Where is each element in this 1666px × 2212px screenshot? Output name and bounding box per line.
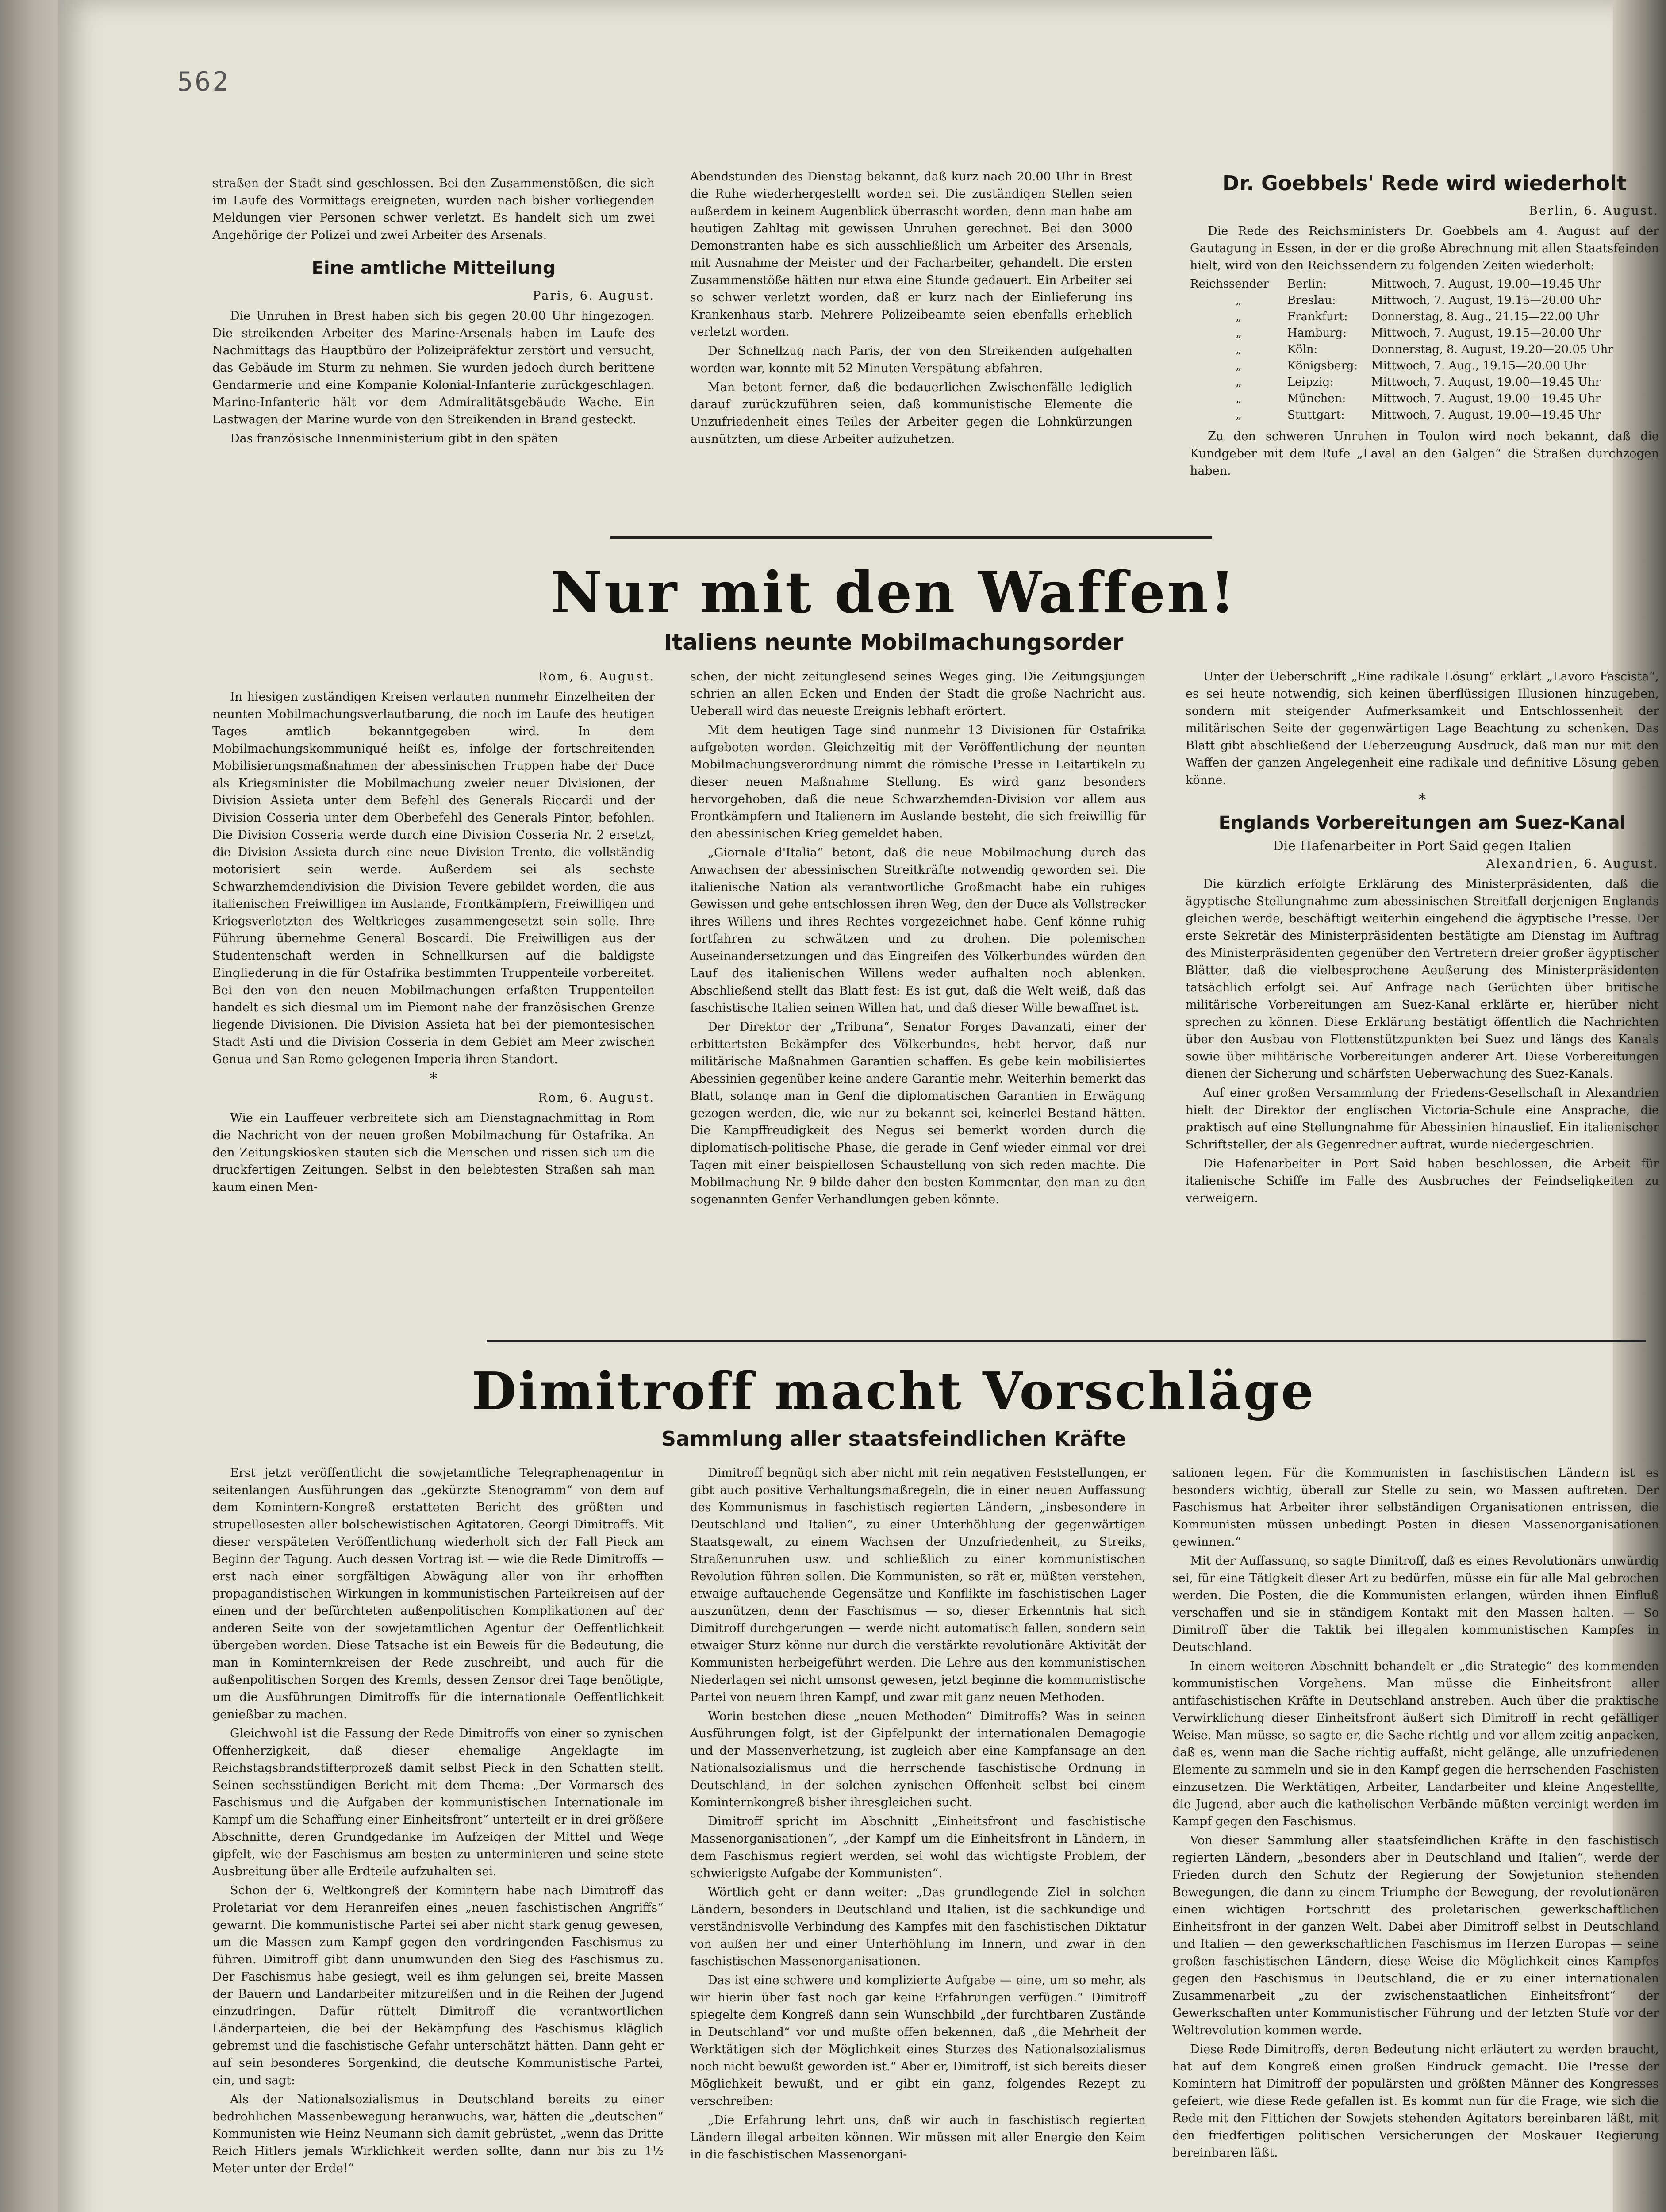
- schedule-row: [1190, 391, 1659, 407]
- article2-col2-text4: Wörtlich geht er dann weiter: „Das grundlegende Ziel in solchen Ländern, besonders in Deutschland und Italien, ist die sachkundige und verständnisvolle Verbindung des Kampfes mit den faschistischen Diktatur von außen her und einer Unterhöhlung im Innern, und zwar in den faschistischen Massenorganisationen.: [690, 1886, 1146, 1968]
- article2-col3-text4: Von dieser Sammlung aller staatsfeindlichen Kräfte in den faschistisch regierten Ländern, „besonders aber in Deutschland und Italien“, werde der Frieden durch den Schutz der Regierung der Sowjetunion stehenden Bewegungen, die dann zu einem Triumphe der Bewegung, der revolutionären einen wichtigen Fortschritt des proletarischen gewerkschaftlichen Einheitsfront in der ganzen Welt. Dabei aber Dimitroff selbst in Deutschland und Italien — den gewerkschaftlichen Faschismus im Herzen Europas — seine großen faschistischen Ländern, diese Weise die Möglichkeit eines Kampfes gegen den Faschismus in Deutschland, die er zu einer internationalen Zusammenarbeit „zu der zwischenstaatlichen Einheitsfront“ der Gewerkschaften unter Kommunistischer Führung und der letzten Stufe vor der Weltrevolution kommen werde.: [1172, 1834, 1659, 2037]
- article2-col-3: [1172, 1464, 1659, 2163]
- star-separator: *: [430, 1070, 438, 1087]
- article2-col2-text6: „Die Erfahrung lehrt uns, daß wir auch in faschistisch regierten Ländern illegal arbeiten können. Wir müssen mit aller Energie den Keim in die faschistischen Massenorgani-: [690, 2113, 1146, 2162]
- top-col2-text3: Man betont ferner, daß die bedauerlichen Zwischenfälle lediglich darauf zurückzuführen seien, daß kommunistische Elemente die Unzufriedenheit eines Teiles der Arbeiter gegen die Lohnkürzungen ausnützten, um diese Arbeiter aufzuhetzen.: [690, 380, 1132, 446]
- article1-col3-text3: Auf einer großen Versammlung der Friedens-Gesellschaft in Alexandrien hielt der Direktor der englischen Victoria-Schule eine Ansprache, die praktisch auf eine Stellungnahme für Abessinien hinauslief. Ein italienischer Schriftsteller, der als Gegenredner auftrat, wurde niedergeschrien.: [1186, 1086, 1659, 1152]
- article2-subhead: Sammlung aller staatsfeindlichen Kräfte: [661, 1427, 1126, 1451]
- article2-col-1: [212, 1464, 664, 2179]
- goebbels-heading: Dr. Goebbels' Rede wird wiederholt: [1222, 171, 1627, 195]
- article2-col-2: [690, 1464, 1146, 2165]
- schedule-time: Mittwoch, 7. August, 19.00—19.45 Uhr: [1371, 408, 1601, 422]
- article2-col3-text5: Diese Rede Dimitroffs, deren Bedeutung nicht erläutert zu werden braucht, hat auf dem Kongreß einen großen Eindruck gemacht. Die Presse der Komintern hat Dimitroff der populärsten und größten Männer des Kongresses gefeiert, wie diese Rede gefallen ist. Es kommt nun für die Frage, wie sich die Rede mit den Fittichen der Sowjets stehenden Agitators bereinbaren läßt, mit den friedfertigen politischen Versicherungen der Moskauer Regierung bereinbaren läßt.: [1172, 2043, 1659, 2160]
- top-col3-text2: Zu den schweren Unruhen in Toulon wird noch bekannt, daß die Kundgeber mit dem Rufe „Laval an den Galgen“ die Straßen durchzogen haben.: [1190, 430, 1659, 478]
- suez-heading: Englands Vorbereitungen am Suez-Kanal: [1218, 813, 1626, 833]
- schedule-row: [1190, 292, 1659, 309]
- article1-col-1: [212, 668, 655, 1198]
- divider-rule-2: [487, 1340, 1646, 1342]
- schedule-label: Reichssender: [1190, 277, 1269, 291]
- schedule-time: Mittwoch, 7. August, 19.00—19.45 Uhr: [1371, 376, 1601, 389]
- article1-col-3: [1186, 668, 1659, 1209]
- article2-headline: Dimitroff macht Vorschläge: [472, 1361, 1316, 1421]
- schedule-time: Mittwoch, 7. August, 19.15—20.00 Uhr: [1371, 326, 1601, 340]
- article2-col2-text2: Worin bestehen diese „neuen Methoden“ Dimitroffs? Was in seinen Ausführungen folgt, ist der Gipfelpunkt der internationalen Demagogie und der Massenverhetzung, ist zugleich aber eine Kampfansage an den Nationalsozialismus und die herrschende faschistische Ordnung in Deutschland, in der solchen zynischen Offenheit selbst bei einem Kominternkongreß bisher ihresgleichen sucht.: [690, 1709, 1146, 1809]
- article1-subhead: Italiens neunte Mobilmachungsorder: [664, 630, 1124, 655]
- article2-col3-text: sationen legen. Für die Kommunisten in faschistischen Ländern ist es besonders wichtig, überall zur Stelle zu sein, wo Massen auftreten. Der Faschismus hat Arbeiter ihrer selbständigen Organisationen entrissen, die Kommunisten müssen unbedingt Posten in diesen Massenorganisationen gewinnen.“: [1172, 1466, 1659, 1549]
- article2-col2-text3: Dimitroff spricht im Abschnitt „Einheitsfront und faschistische Massenorganisationen“, „der Kampf um die Einheitsfront in Ländern, in dem Faschismus regiert werden, sei wohl das wichtigste Problem, der schwierigste Aufgabe der Kommunisten“.: [690, 1815, 1146, 1880]
- article1-col3-text: Unter der Ueberschrift „Eine radikale Lösung“ erklärt „Lavoro Fascista“, es sei heute notwendig, sich keinen überflüssigen Illusionen hinzugeben, sondern mit steigender Aufmerksamkeit und Entschlossenheit der militärischen Seite der gegenwärtigen Lage Beachtung zu schenken. Das Blatt gibt abschließend der Ueberzeugung Ausdruck, daß man nur mit den Waffen der ganzen Angelegenheit eine radikale und definitive Lösung geben könne.: [1186, 670, 1659, 787]
- article1-col2-text: schen, der nicht zeitunglesend seines Weges ging. Die Zeitungsjungen schrien an allen Ecken und Enden der Stadt die große Nachricht aus. Ueberall wird das neueste Ereignis lebhaft erörtert.: [690, 670, 1146, 718]
- article1-col2-text3: „Giornale d'Italia“ betont, daß die neue Mobilmachung durch das Anwachsen der abessinischen Streitkräfte notwendig geworden sei. Die italienische Nation als verantwortliche Großmacht habe ein ruhiges Gewissen und gehe entschlossen ihren Weg, den der Duce als Vollstrecker ihres Willens und ihres Rechtes vorgezeichnet habe. Genf könne ruhig fortfahren zu schwätzen und zu drohen. Die polemischen Auseinandersetzungen und das Eingreifen des Völkerbundes würden den Lauf des italienischen Willens weder aufhalten noch ablenken. Abschließend stellt das Blatt fest: Es ist gut, daß die Welt weiß, daß das faschistische Italien seinen Willen hat, und daß dieser Wille bewaffnet ist.: [690, 846, 1146, 1015]
- schedule-row: [1190, 342, 1659, 358]
- schedule-label: „: [1236, 392, 1242, 405]
- schedule-label: „: [1236, 376, 1242, 389]
- broadcast-schedule: [1190, 276, 1659, 423]
- schedule-time: Mittwoch, 7. August, 19.15—20.00 Uhr: [1371, 294, 1601, 307]
- schedule-city: München:: [1287, 392, 1346, 405]
- schedule-city: Köln:: [1287, 343, 1318, 356]
- article2-col1-text2: Gleichwohl ist die Fassung der Rede Dimitroffs von einer so zynischen Offenherzigkeit, daß dieser ehemalige Angeklagte im Reichstagsbrandstifterprozeß damit selbst Pieck in den Schatten stellt. Seinen sechsstündigen Bericht mit dem Thema: „Der Vormarsch des Faschismus und die Aufgaben der kommunistischen Internationale im Kampf um die Schaffung einer Einheitsfront“ unterteilt er in drei größere Abschnitte, deren Grundgedanke im Aufzeigen der Mittel und Wege gipfelt, wie der Faschismus am besten zu unterminieren und seine stete Ausbreitung über alle Erdteile aufzuhalten sei.: [212, 1727, 664, 1878]
- article2-col3-text3: In einem weiteren Abschnitt behandelt er „die Strategie“ des kommenden kommunistischen Vorgehens. Man müsse die Einheitsfront aller antifaschistischen Kräfte in Deutschland anstreben. Auch über die praktische Verwirklichung dieser Einheitsfront äußert sich Dimitroff in recht gefälliger Weise. Man müsse, so sagte er, die Sache richtig und vor allem zeitig anpacken, daß es, wenn man die Sache richtig auffaßt, nicht gelänge, alle unzufriedenen Elemente zu sammeln und sie in den Kampf gegen die herrschenden Faschisten einzusetzen. Die Werktätigen, Arbeiter, Landarbeiter und kleine Angestellte, die Jugend, aber auch die katholischen Verbände müßten vereinigt werden im Kampf gegen den Faschismus.: [1172, 1659, 1659, 1828]
- article1-dateline-2: Rom, 6. August.: [538, 1091, 655, 1105]
- schedule-label: „: [1236, 294, 1242, 307]
- schedule-row: [1190, 325, 1659, 342]
- article1-dateline: Rom, 6. August.: [538, 670, 655, 684]
- schedule-city: Hamburg:: [1287, 326, 1347, 340]
- article1-col2-text4: Der Direktor der „Tribuna“, Senator Forges Davanzati, einer der erbittertsten Bekämpfer des Völkerbundes, hebt hervor, daß nur militärische Maßnahmen Garantien schaffen. Es gebe kein mobilisiertes Abessinien gegenüber keine andere Garantie mehr. Weiterhin bemerkt das Blatt, solange man in Genf die diplomatischen Garantien in Erwägung gezogen werden, die, wie nur zu bekannt sei, keinerlei Bestand hätten. Die Kampffreudigkeit des Negus sei bemerkt worden durch die diplomatisch-politische Phase, die gerade in Genf wieder einmal vor drei Tagen mit einer beispiellosen Schaustellung von sich reden machte. Die Mobilmachung Nr. 9 bilde daher den besten Kommentar, den man zu den sogenannten Genfer Verhandlungen geben könnte.: [690, 1020, 1146, 1206]
- top-col3-text: Die Rede des Reichsministers Dr. Goebbels am 4. August auf der Gautagung in Essen, in der er die große Abrechnung mit allen Staatsfeinden hielt, wird von den Reichssendern zu folgenden Zeiten wiederholt:: [1190, 224, 1659, 273]
- article1-col1-text2: Wie ein Lauffeuer verbreitete sich am Dienstagnachmittag in Rom die Nachricht von der neuen großen Mobilmachung für Ostafrika. An den Zeitungskiosken stauten sich die Menschen und rissen sich um die druckfertigen Zeitungen. Selbst in den belebtesten Straßen sah man kaum einen Men-: [212, 1111, 655, 1194]
- schedule-time: Donnerstag, 8. August, 19.20—20.05 Uhr: [1371, 343, 1613, 356]
- article1-col3-text4: Die Hafenarbeiter in Port Said haben beschlossen, die Arbeit für italienische Schiffe im Falle des Ausbruches der Feindseligkeiten zu verweigern.: [1186, 1157, 1659, 1205]
- top-col1-heading: Eine amtliche Mitteilung: [311, 258, 556, 278]
- schedule-city: Berlin:: [1287, 277, 1327, 291]
- top-col1-text3: Das französische Innenministerium gibt in den späten: [230, 432, 558, 445]
- schedule-label: „: [1236, 359, 1242, 373]
- article1-col1-text: In hiesigen zuständigen Kreisen verlauten nunmehr Einzelheiten der neunten Mobilmachungsverlautbarung, die noch im Laufe des heutigen Tages amtlich bekanntgegeben wird. In dem Mobilmachungskommuniqué heißt es, infolge der fortschreitenden Mobilisierungsmaßnahmen der abessinischen Truppen habe der Duce als Kriegsminister die Mobilmachung zweier neuer Divisionen, der Division Assieta unter dem Befehl des Generals Riccardi und der Division Cosseria unter dem Oberbefehl des Generals Pintor, befohlen. Die Division Cosseria werde durch eine Division Cosseria Nr. 2 ersetzt, die Division Assieta durch eine neue Division Trento, die vollständig motorisiert sein werde. Außerdem sei als sechste Schwarzhemdendivision die Division Tevere gebildet worden, die aus italienischen Freiwilligen im Auslande, Frontkämpfern, Freiwilligen und Kriegsverletzten des Weltkrieges zusammengesetzt sein solle. Ihre Führung übernehme General Boscardi. Die Freiwilligen aus der Studentenschaft werden in Schnellkursen auf die baldigste Eingliederung in die für Ostafrika bestimmten Truppenteile vorbereitet. Bei den von den neuen Mobilmachungen erfaßten Truppenteilen handelt es sich diesmal um im Piemont nahe der französischen Grenze liegende Divisionen. Die Division Assieta hat bei der piemontesischen Stadt Asti und die Division Cosseria in dem Gebiet am Meer zwischen Genua und San Remo gelegenen Imperia ihren Standort.: [212, 690, 655, 1066]
- top-col-3: [1190, 170, 1659, 481]
- schedule-time: Donnerstag, 8. Aug., 21.15—22.00 Uhr: [1371, 310, 1599, 323]
- top-col3-dateline: Berlin, 6. August.: [1529, 204, 1659, 218]
- article1-col3-text2: Die kürzlich erfolgte Erklärung des Ministerpräsidenten, daß die ägyptische Stellungnahme zum abessinischen Streitfall derjenigen Englands gleichen werde, beschäftigt weiterhin eingehend die ägyptische Presse. Der erste Sekretär des Ministerpräsidenten bestätigte am Dienstag im Auftrag des Ministerpräsidenten gegenüber den Vertretern dreier großer ägyptischer Blätter, daß die vielbesprochene Aeußerung des Ministerpräsidenten tatsächlich erfolgt sei. Auf Anfrage nach Gerüchten über britische militärische Vorbereitungen am Suez-Kanal erklärte er, hierüber nicht sprechen zu können. Diese Erklärung bestätigt öffentlich die Nachrichten über den Ausbau von Flottenstützpunkten bei Suez und längs des Kanals sowie über militärische Vorbereitungen anderer Art. Diese Vorbereitungen dienen der Sicherung und schärfsten Ueberwachung des Suez-Kanals.: [1186, 877, 1659, 1081]
- schedule-label: „: [1236, 343, 1242, 356]
- schedule-city: Königsberg:: [1287, 359, 1358, 373]
- page-number: 562: [177, 66, 230, 97]
- schedule-row: [1190, 309, 1659, 325]
- article2-col2-text5: Das ist eine schwere und komplizierte Aufgabe — eine, um so mehr, als wir hierin über fast noch gar keine Erfahrungen verfügen.“ Dimitroff spiegelte dem Kongreß dann sein Wunschbild „der furchtbaren Zustände in Deutschland“ vor und mußte offen bekennen, daß „die Mehrheit der Werktätigen sich der Möglichkeit eines Sturzes des Nationalsozialismus noch nicht bewußt geworden ist.“ Aber er, Dimitroff, ist sich bereits dieser Möglichkeit bewußt, und er gibt ein ganz, folgendes Rezept zu verschreiben:: [690, 1974, 1146, 2108]
- schedule-city: Stuttgart:: [1287, 408, 1345, 422]
- top-col2-text: Abendstunden des Dienstag bekannt, daß kurz nach 20.00 Uhr in Brest die Ruhe wiederhergestellt worden sei. Die zuständigen Stellen seien außerdem in keinem Augenblick überrascht worden, denn man habe am heutigen Zahltag mit gewissen Unruhen gerechnet. Bei den 3000 Demonstranten habe es sich ausschließlich um Arbeiter des Arsenals, mit Ausnahme der Meister und der Facharbeiter, gehandelt. Die ersten Zusammenstöße hätten nur etwa eine Stunde gedauert. Ein Arbeiter sei so schwer verletzt worden, daß er kurz nach der Einlieferung ins Krankenhaus starb. Mehrere Polizeibeamte seien ebenfalls erheblich verletzt worden.: [690, 170, 1132, 339]
- schedule-row: [1190, 407, 1659, 423]
- top-col1-dateline: Paris, 6. August.: [533, 289, 655, 303]
- article2-col2-text: Dimitroff begnügt sich aber nicht mit rein negativen Feststellungen, er gibt auch positive Verhaltungsmaßregeln, die in einer neuen Auffassung des Kommunismus in faschistisch regierten Ländern, „insbesondere in Deutschland und Italien“, zu einer Unterhöhlung der gegenwärtigen Staatsgewalt, zu einem Wachsen der Unzufriedenheit, zu Streiks, Straßenunruhen usw. und schließlich zu einer kommunistischen Revolution führen sollen. Die Kommunisten, so rät er, müßten verstehen, etwaige auftauchende Gegensätze und Konflikte im faschistischen Lager auszunützen, denn der Faschismus — so, dieser Erkenntnis hat sich Dimitroff durchgerungen — werde nicht automatisch fallen, sondern sein etwaiger Sturz könne nur durch die verstärkte revolutionäre Aktivität der Kommunisten herbeigeführt werden. Die Lehre aus den kommunistischen Niederlagen sei nicht umsonst gewesen, jetzt beginne die kommunistische Partei von neuem ihren Kampf, und zwar mit ganz neuen Methoden.: [690, 1466, 1146, 1704]
- schedule-time: Mittwoch, 7. August, 19.00—19.45 Uhr: [1371, 392, 1601, 405]
- schedule-label: „: [1236, 310, 1242, 323]
- schedule-label: „: [1236, 326, 1242, 340]
- article2-col1-text4: Als der Nationalsozialismus in Deutschland bereits zu einer bedrohlichen Massenbewegung heranwuchs, war, hätten die „deutschen“ Kommunisten wie Heinz Neumann sich damit gebrüstet, „wenn das Dritte Reich Hitlers jemals Wirklichkeit werden sollte, dann nur bis zu 1½ Meter unter der Erde!“: [212, 2093, 664, 2175]
- schedule-city: Breslau:: [1287, 294, 1336, 307]
- schedule-city: Leipzig:: [1287, 376, 1334, 389]
- schedule-label: „: [1236, 408, 1242, 422]
- top-col2-text2: Der Schnellzug nach Paris, der von den Streikenden aufgehalten worden war, konnte mit 52 Minuten Verspätung abfahren.: [690, 344, 1132, 375]
- top-col1-text: straßen der Stadt sind geschlossen. Bei den Zusammenstößen, die sich im Laufe des Vormittags ereigneten, wurden nach bisher vorliegenden Meldungen vier Personen schwer verletzt. Es handelt sich um zwei Angehörige der Polizei und zwei Arbeiter des Arsenals.: [212, 177, 655, 242]
- schedule-city: Frankfurt:: [1287, 310, 1348, 323]
- schedule-time: Mittwoch, 7. Aug., 19.15—20.00 Uhr: [1371, 359, 1586, 373]
- top-col-2: [690, 168, 1132, 449]
- schedule-time: Mittwoch, 7. August, 19.00—19.45 Uhr: [1371, 277, 1601, 291]
- star-separator-2: *: [1418, 791, 1426, 808]
- top-col-1: [212, 175, 655, 449]
- article2-col1-text3: Schon der 6. Weltkongreß der Komintern habe nach Dimitroff das Proletariat vor dem Heranreifen eines „neuen faschistischen Angriffs“ gewarnt. Die kommunistische Partei sei aber nicht stark genug gewesen, um die Massen zum Kampf gegen den vordringenden Faschismus zu führen. Dimitroff gibt dann unumwunden den Sieg des Faschismus zu. Der Faschismus habe gesiegt, weil es ihm gelungen sei, breite Massen der Bauern und Landarbeiter mitzureißen und in die Reihen der Jugend einzudringen. Dafür rüttelt Dimitroff die verantwortlichen Länderparteien, die bei der Bekämpfung des Faschismus kläglich gebremst und die faschistische Gefahr unterschätzt hätten. Dann geht er auf sein besonderes Sorgenkind, die deutsche Kommunistische Partei, ein, und sagt:: [212, 1884, 664, 2087]
- schedule-row: [1190, 276, 1659, 292]
- top-col1-text2: Die Unruhen in Brest haben sich bis gegen 20.00 Uhr hingezogen. Die streikenden Arbeiter des Marine-Arsenals haben im Laufe des Nachmittags das Hauptbüro der Polizeipräfektur zerstört und versucht, das Gebäude im Sturm zu nehmen. Sie wurden jedoch durch berittene Gendarmerie und eine Kompanie Kolonial-Infanterie zurückgeschlagen. Marine-Infanterie hält vor dem Admiralitätsgebäude Wache. Ein Lastwagen der Marine wurde von den Streikenden in Brand gesteckt.: [212, 309, 655, 426]
- schedule-row: [1190, 358, 1659, 374]
- article2-col1-text: Erst jetzt veröffentlicht die sowjetamtliche Telegraphenagentur in seitenlangen Ausführungen das „gekürzte Stenogramm“ von dem auf dem Komintern-Kongreß erstatteten Bericht des größten und strupellosesten aller bolschewistischen Agitatoren, Georgi Dimitroffs. Mit dieser verspäteten Veröffentlichung wiederholt sich der Fall Pieck am Beginn der Tagung. Auch dessen Vortrag ist — wie die Rede Dimitroffs — erst nach einer sorgfältigen Abwägung aller von ihr erhofften propagandistischen Wirkungen in kommunistischen Parteikreisen auf der einen und der befürchteten außenpolitischen Komplikationen auf der anderen Seite von der sowjetamtlichen Agentur der Oeffentlichkeit übergeben worden. Diese Tatsache ist ein Beweis für die Bedeutung, die man in Kominternkreisen der Rede zuschreibt, und auch für die außenpolitischen Sorgen des Kremls, dessen Zensor drei Tage benötigte, um die Ausführungen Dimitroffs für die internationale Oeffentlichkeit genießbar zu machen.: [212, 1466, 664, 1721]
- article1-headline: Nur mit den Waffen!: [550, 560, 1237, 626]
- schedule-row: [1190, 374, 1659, 391]
- article1-col-2: [690, 668, 1146, 1210]
- article1-col2-text2: Mit dem heutigen Tage sind nunmehr 13 Divisionen für Ostafrika aufgeboten worden. Gleichzeitig mit der Veröffentlichung der neunten Mobilmachungsverordnung nimmt die römische Presse in Leitartikeln zu dieser neuen Maßnahme Stellung. Es wird ganz besonders hervorgehoben, daß die neue Schwarzhemden-Division vor allem aus Frontkämpfern und Italienern im Auslande besteht, die sich freiwillig für den abessinischen Krieg gemeldet haben.: [690, 723, 1146, 841]
- suez-dateline: Alexandrien, 6. August.: [1486, 857, 1659, 871]
- suez-subheading: Die Hafenarbeiter in Port Said gegen Italien: [1273, 838, 1572, 854]
- article2-col3-text2: Mit der Auffassung, so sagte Dimitroff, daß es eines Revolutionärs unwürdig sei, für eine Tätigkeit dieser Art zu bedürfen, müsse ein für alle Mal gebrochen werden. Die Posten, die die Kommunisten erlangen, würden ihnen Einfluß verschaffen und sie in ständigem Kontakt mit den Massen halten. — So Dimitroff über die Taktik bei illegalen kommunistischen Kampfes in Deutschland.: [1172, 1554, 1659, 1654]
- divider-rule: [610, 536, 1212, 539]
